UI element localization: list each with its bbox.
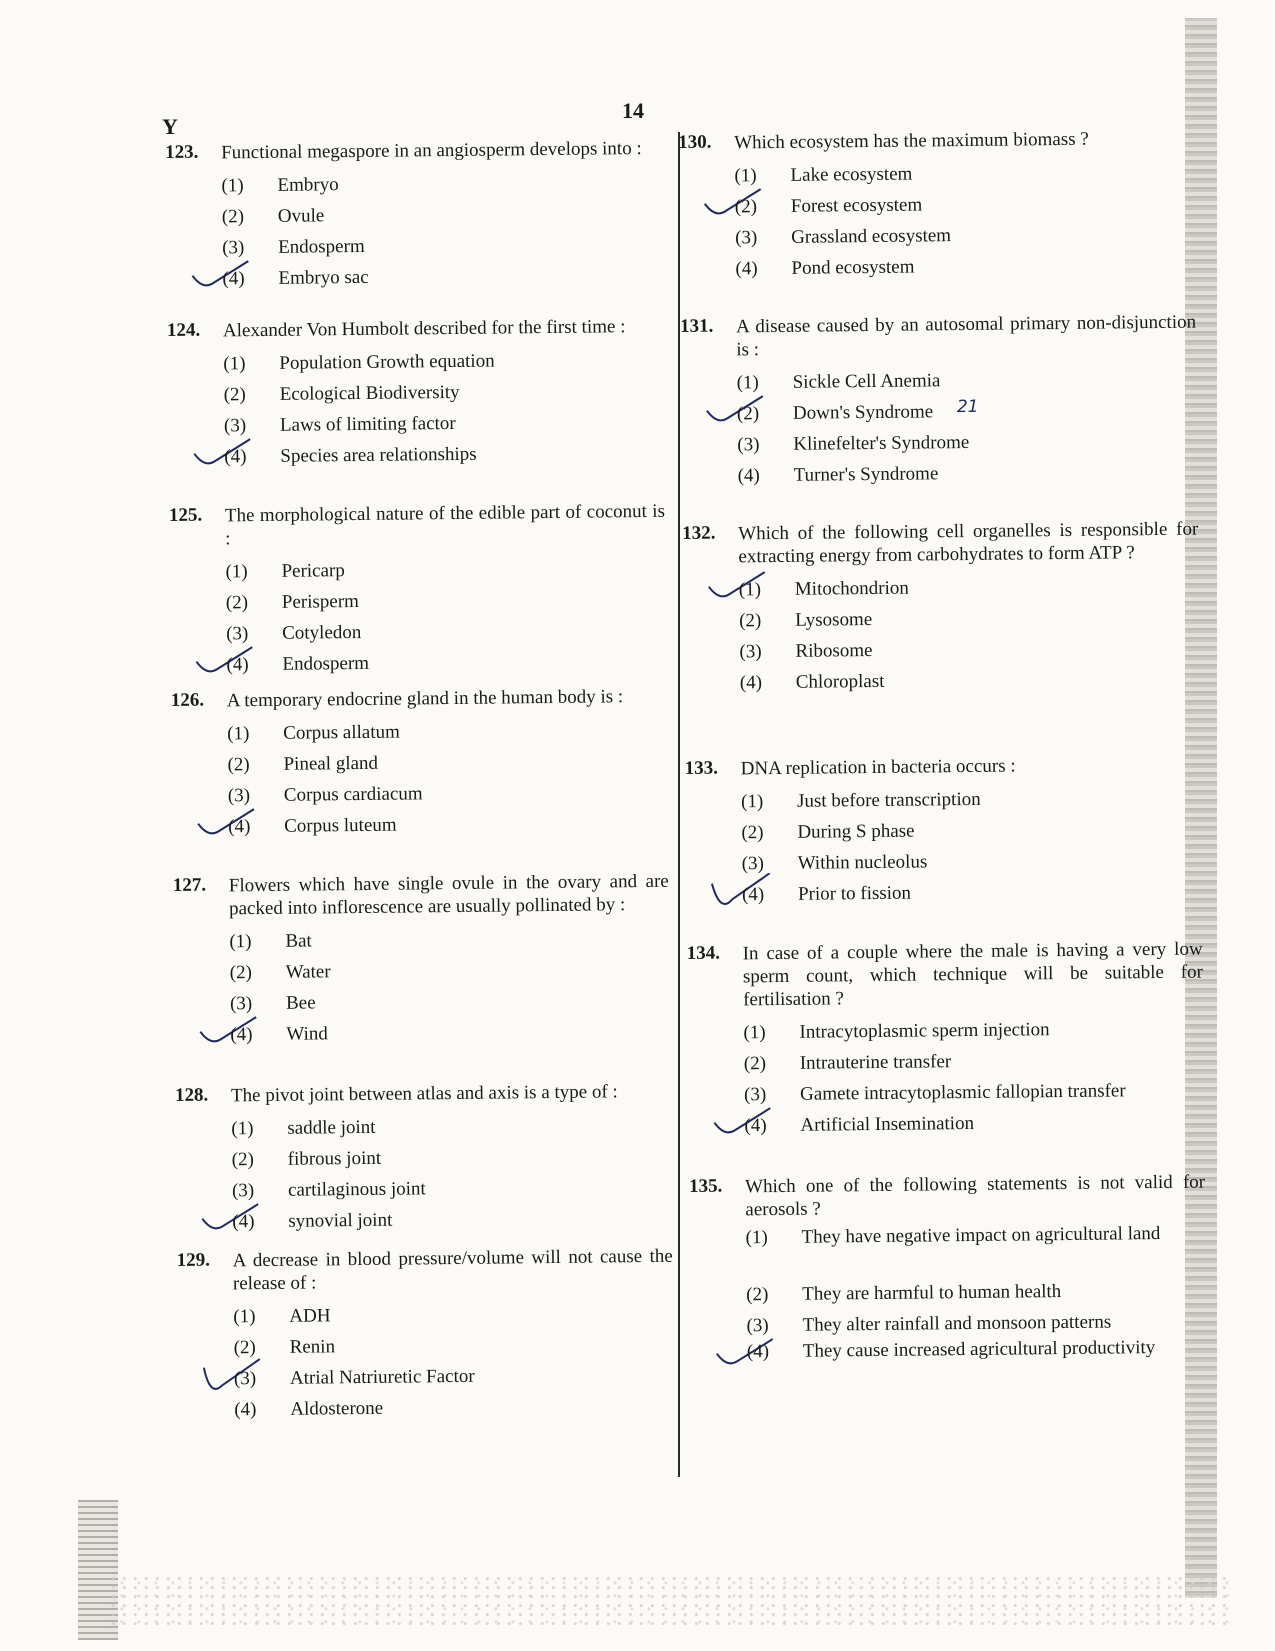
option-marked[interactable]: (3) Atrial Natriuretic Factor xyxy=(234,1359,678,1395)
option-marked[interactable]: (4) Artificial Insemination xyxy=(744,1106,1208,1142)
question-134 xyxy=(687,938,1209,1142)
option[interactable]: (1) Pericarp xyxy=(225,560,345,583)
option[interactable]: (3) Laws of limiting factor xyxy=(223,412,456,437)
question-number: 134. xyxy=(686,942,721,964)
question-text: Flowers which have single ovule in the ovary and are packed into inflorescence are usually pollinated by : xyxy=(228,870,669,920)
option[interactable]: (3) Grassland ecosystem xyxy=(735,225,952,249)
option[interactable]: (2) During S phase xyxy=(741,820,915,844)
question-number: 130. xyxy=(678,131,712,153)
question-128 xyxy=(175,1080,677,1238)
right-column xyxy=(678,123,1206,1363)
question-text: Which ecosystem has the maximum biomass ? xyxy=(734,128,1089,154)
option[interactable]: (2) Lysosome xyxy=(739,608,873,632)
option[interactable]: (3) Endosperm xyxy=(222,235,365,259)
question-text: Functional megaspore in an angiosperm develops into : xyxy=(221,138,642,164)
question-123 xyxy=(165,137,667,295)
question-text: Which of the following cell organelles is responsible for extracting energy from carbohydrates to form ATP ? xyxy=(738,518,1199,568)
option[interactable]: (3) They alter rainfall and monsoon patterns xyxy=(746,1311,1112,1337)
question-127 xyxy=(173,870,675,1051)
option-marked[interactable]: (4) Wind xyxy=(230,1015,674,1051)
scan-noise xyxy=(110,1575,1230,1625)
option[interactable]: (3) cartilaginous joint xyxy=(231,1178,426,1202)
option-marked[interactable]: (4) Embryo sac xyxy=(222,259,666,295)
question-number: 126. xyxy=(170,689,205,711)
option[interactable]: (2) Pineal gland xyxy=(227,752,379,776)
question-text: A disease caused by an autosomal primary non-disjunction is : xyxy=(735,311,1197,361)
option[interactable]: (4) Pond ecosystem xyxy=(735,256,915,280)
option[interactable]: (2) Water xyxy=(229,961,331,984)
question-number: 127. xyxy=(172,874,207,896)
option[interactable]: (1) Lake ecosystem xyxy=(734,163,913,187)
question-number: 131. xyxy=(679,315,714,337)
question-text: A decrease in blood pressure/volume will not cause the release of : xyxy=(232,1245,673,1295)
question-130 xyxy=(678,127,1200,285)
option[interactable]: (3) Ribosome xyxy=(739,639,873,663)
option[interactable]: (2) Intrauterine transfer xyxy=(743,1051,952,1075)
option[interactable]: (1) They have negative impact on agricultural land xyxy=(745,1223,1161,1249)
option[interactable]: (2) Ovule xyxy=(221,205,325,228)
question-number: 129. xyxy=(176,1249,211,1271)
left-column xyxy=(165,135,673,1421)
option[interactable]: (3) Gamete intracytoplasmic fallopian transfer xyxy=(744,1080,1126,1106)
option[interactable]: (1) Embryo xyxy=(221,174,339,197)
question-131 xyxy=(680,311,1202,492)
question-text: Alexander Von Humbolt described for the first time : xyxy=(222,316,626,342)
question-132 xyxy=(682,518,1204,699)
option[interactable]: (3) Klinefelter's Syndrome xyxy=(737,431,970,456)
option[interactable]: (1) saddle joint xyxy=(231,1116,376,1140)
handwritten-note: 21 xyxy=(956,396,979,418)
question-number: 125. xyxy=(168,504,203,526)
option[interactable]: (3) Bee xyxy=(229,992,316,1015)
option-marked[interactable]: (4) They cause increased agricultural productivity xyxy=(747,1336,1212,1393)
option[interactable]: (2) Perisperm xyxy=(225,590,360,614)
question-text: In case of a couple where the male is having a very low sperm count, which technique will be suitable for fertilisation ? xyxy=(742,938,1203,1011)
option[interactable]: (4) Chloroplast xyxy=(739,670,885,694)
option-marked[interactable]: (1) Mitochondrion xyxy=(739,570,1203,606)
option[interactable]: (4) Turner's Syndrome xyxy=(737,463,939,487)
option[interactable]: (2) Ecological Biodiversity xyxy=(223,381,460,406)
question-text: Which one of the following statements is not valid for aerosols ? xyxy=(744,1171,1206,1221)
question-129 xyxy=(177,1245,679,1426)
question-number: 128. xyxy=(174,1084,209,1106)
option[interactable]: (2) They are harmful to human health xyxy=(746,1281,1062,1306)
option[interactable]: (1) Bat xyxy=(229,930,312,953)
question-133 xyxy=(685,753,1207,911)
question-text: DNA replication in bacteria occurs : xyxy=(740,755,1016,780)
option-marked[interactable]: (4) synovial joint xyxy=(232,1202,676,1238)
option[interactable]: (1) Population Growth equation xyxy=(223,350,495,375)
question-124 xyxy=(167,315,669,473)
page-number: 14 xyxy=(622,98,644,123)
option[interactable]: (3) Corpus cardiacum xyxy=(227,783,423,807)
option[interactable]: (1) Intracytoplasmic sperm injection xyxy=(743,1019,1050,1044)
question-125 xyxy=(169,500,671,681)
question-number: 133. xyxy=(684,757,719,779)
option-marked[interactable]: (4) Corpus luteum xyxy=(228,807,672,843)
option-marked[interactable]: (4) Endosperm xyxy=(226,645,670,681)
question-number: 123. xyxy=(165,141,199,163)
question-number: 124. xyxy=(166,319,201,341)
option[interactable]: (1) ADH xyxy=(233,1305,331,1328)
question-number: 132. xyxy=(682,522,716,544)
question-text: A temporary endocrine gland in the human body is : xyxy=(226,686,624,712)
question-126 xyxy=(171,685,673,843)
option[interactable]: (3) Within nucleolus xyxy=(741,851,928,875)
option[interactable]: (1) Sickle Cell Anemia xyxy=(736,370,941,394)
section-letter: Y xyxy=(162,114,178,139)
question-135 xyxy=(689,1170,1211,1393)
option[interactable]: (1) Corpus allatum xyxy=(227,721,400,745)
option[interactable]: (4) Aldosterone xyxy=(234,1397,384,1421)
option-marked[interactable]: (4) Prior to fission xyxy=(742,875,1206,911)
question-text: The morphological nature of the edible part of coconut is : xyxy=(224,500,666,550)
question-text: The pivot joint between atlas and axis is a type of : xyxy=(230,1081,618,1107)
option[interactable]: (2) Renin xyxy=(233,1336,336,1359)
option[interactable]: (3) Cotyledon xyxy=(226,621,362,645)
option[interactable]: (2) fibrous joint xyxy=(231,1147,382,1171)
option-marked[interactable]: (2) Forest ecosystem xyxy=(735,187,1199,223)
option[interactable]: (1) Just before transcription xyxy=(740,788,981,813)
option-marked[interactable]: (2) Down's Syndrome 21 xyxy=(737,394,1201,430)
question-number: 135. xyxy=(688,1175,723,1197)
option-marked[interactable]: (4) Species area relationships xyxy=(224,437,668,473)
